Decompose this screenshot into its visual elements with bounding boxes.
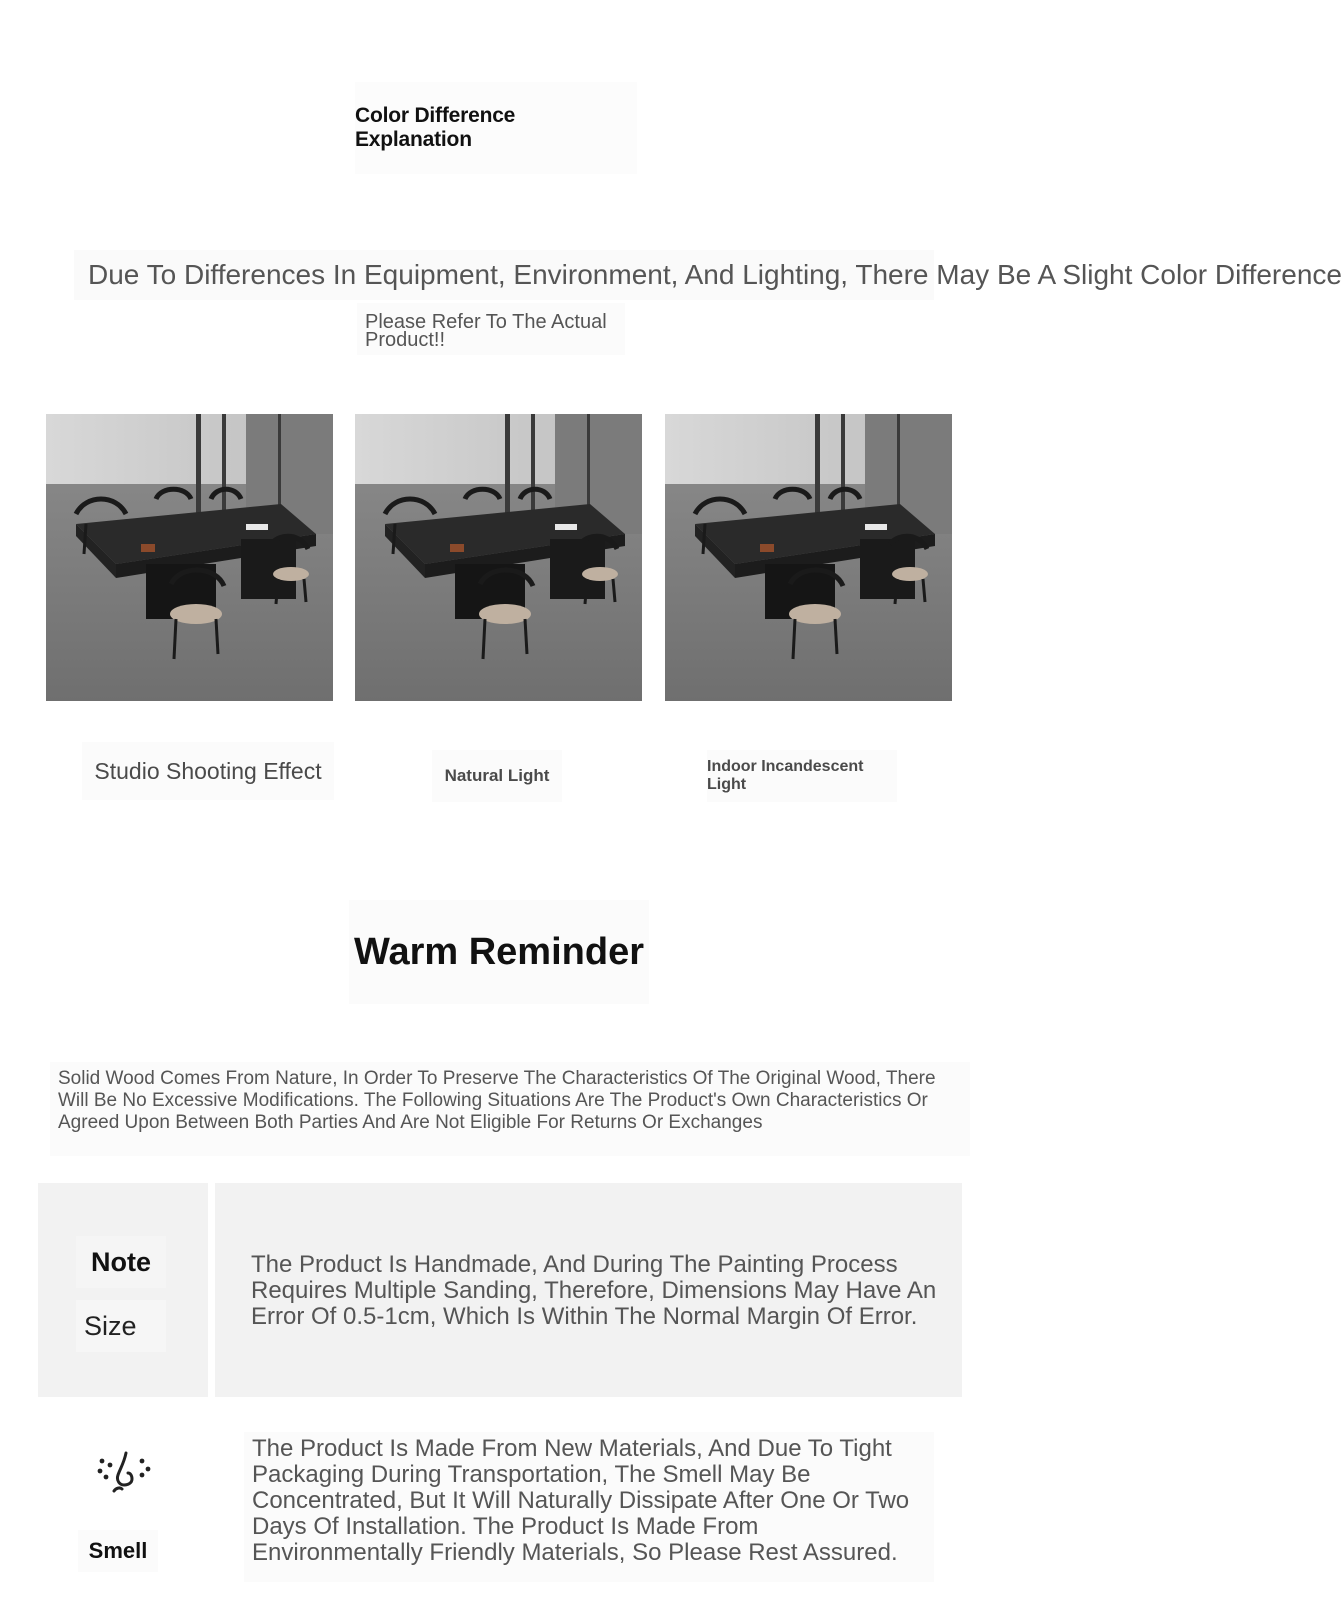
smell-description: The Product Is Made From New Materials, And Due To Tight Packaging During Transportation, The Smell May Be Concentrated, But It Will Naturally Dissipate After One Or Two Days Of Installation. The Product Is Made From Environmentally Friendly Materials, So Please Rest Assured.: [244, 1432, 934, 1582]
photo-indoor-incandescent: [665, 414, 952, 701]
photo-studio-shooting: [46, 414, 333, 701]
caption-indoor-incandescent: Indoor Incandescent Light: [707, 750, 897, 802]
note-heading: Note: [76, 1236, 166, 1288]
refer-actual-product-note: Please Refer To The Actual Product!!: [357, 303, 625, 355]
warm-reminder-title: Warm Reminder: [349, 900, 649, 1004]
photo-natural-light: [355, 414, 642, 701]
size-label: Size: [76, 1300, 166, 1352]
warm-reminder-intro: Solid Wood Comes From Nature, In Order To Preserve The Characteristics Of The Original Wood, There Will Be No Excessive Modifications. The Following Situations Are The Product's Own Characteristics Or Agreed Upon Between Both Parties And Are Not Eligible For Returns Or Exchanges: [50, 1062, 970, 1156]
nose-smell-icon: [90, 1445, 160, 1515]
color-difference-line: Due To Differences In Equipment, Environment, And Lighting, There May Be A Slight Color Difference: [74, 250, 934, 300]
smell-label: Smell: [78, 1530, 158, 1572]
caption-studio-shooting: Studio Shooting Effect: [82, 742, 334, 800]
caption-natural-light: Natural Light: [432, 750, 562, 802]
color-difference-title: Color Difference Explanation: [355, 82, 637, 174]
note-size-label-cell: [38, 1183, 208, 1397]
size-description: The Product Is Handmade, And During The Painting Process Requires Multiple Sanding, Therefore, Dimensions May Have An Error Of 0.5-1cm, Which Is Within The Normal Margin Of Error.: [251, 1251, 937, 1330]
